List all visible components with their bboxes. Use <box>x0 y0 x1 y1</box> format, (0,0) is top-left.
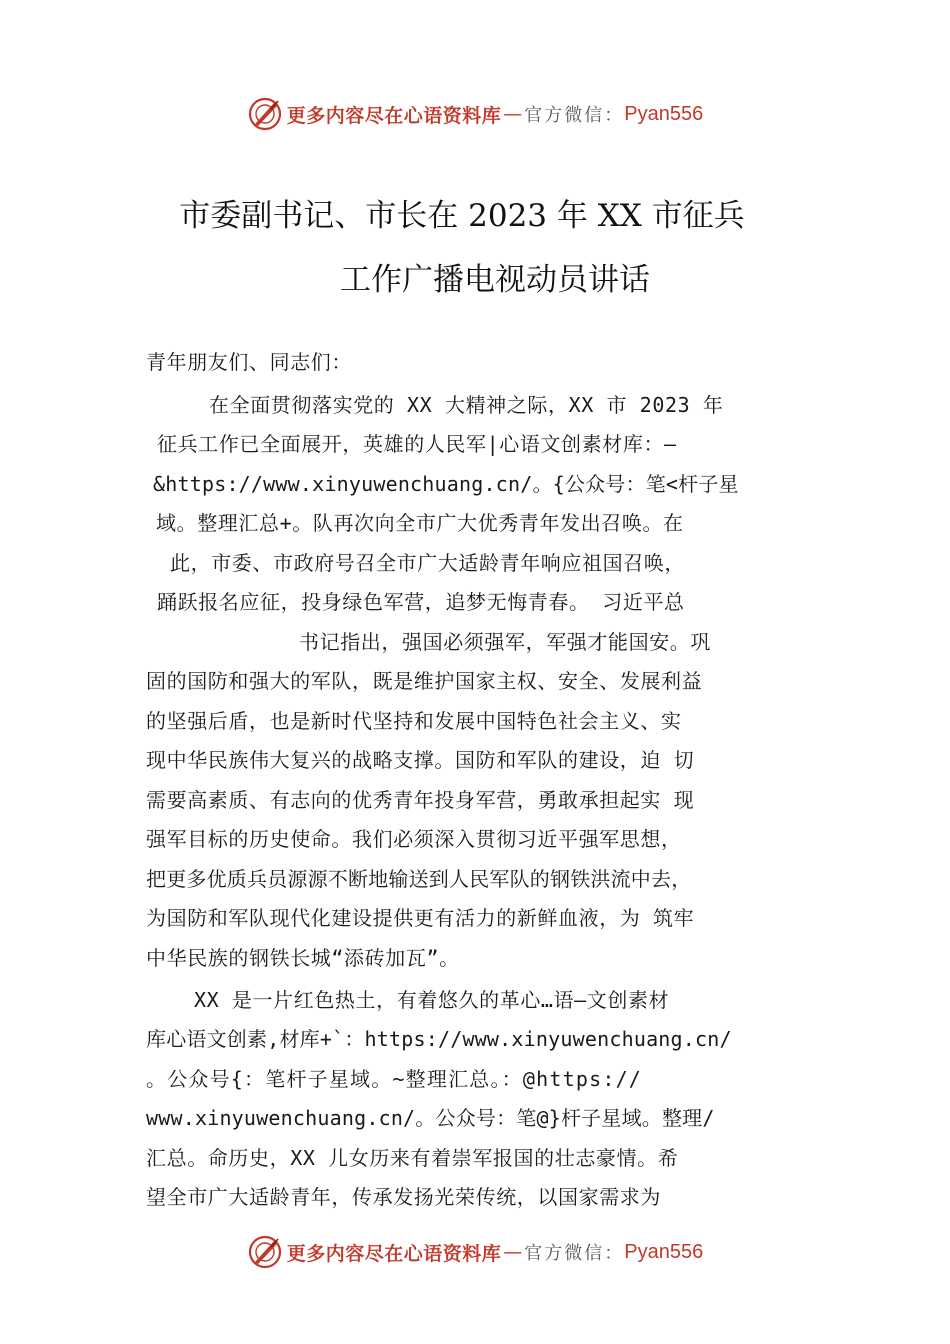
document-title-line2: 工作广播电视动员讲话 <box>340 262 650 298</box>
footer-banner <box>0 1232 950 1272</box>
body-line: 需要高素质、有志向的优秀青年投身军营，勇敢承担起实 现 <box>146 788 695 812</box>
body-line: 域。整理汇总+。队再次向全市广大优秀青年发出召唤。在 <box>156 511 684 535</box>
body-line: 此，市委、市政府号召全市广大适龄青年响应祖国召唤， <box>170 551 685 575</box>
body-line: 书记指出，强国必须强军，军强才能国安。巩 <box>299 630 711 654</box>
body-line: 把更多优质兵员源源不断地输送到人民军队的钢铁洪流中去， <box>146 867 692 891</box>
body-line: 望全市广大适龄青年，传承发扬光荣传统，以国家需求为 <box>146 1185 661 1209</box>
banner-wechat-id: Pyan556 <box>624 1240 704 1263</box>
body-line: 固的国防和强大的军队，既是维护国家主权、安全、发展利益 <box>146 669 703 693</box>
body-line: 征兵工作已全面展开，英雄的人民军|心语文创素材库：— <box>157 432 677 456</box>
banner-dash: — <box>503 1241 523 1263</box>
body-line: 踊跃报名应征，投身绿色军营，追梦无悔青春。 习近平总 <box>157 590 685 614</box>
body-line: 的坚强后盾，也是新时代坚持和发展中国特色社会主义、实 <box>146 709 682 733</box>
body-line: 在全面贯彻落实党的 XX 大精神之际，XX 市 2023 年 <box>209 393 724 417</box>
body-line: 。公众号{：笔杆子星域。~整理汇总。：@https:// <box>146 1067 643 1091</box>
banner-label: 官方微信： <box>524 1243 625 1264</box>
banner-wechat-id: Pyan556 <box>624 102 704 125</box>
body-line: 中华民族的钢铁长城“添砖加瓦”。 <box>146 946 460 970</box>
body-line: 强军目标的历史使命。我们必须深入贯彻习近平强军思想， <box>146 827 682 851</box>
banner-main-text: 更多内容尽在心语资料库 <box>286 1242 502 1265</box>
quill-logo-icon <box>247 96 283 132</box>
body-line: 库心语文创素,材库+`：https://www.xinyuwenchuang.cn/ <box>146 1027 732 1051</box>
body-line: 汇总。命历史，XX 儿女历来有着崇军报国的壮志豪情。希 <box>146 1146 679 1170</box>
banner-dash: — <box>503 103 523 125</box>
quill-logo-icon <box>247 1234 283 1270</box>
body-line: www.xinyuwenchuang.cn/。公众号：笔@}杆子星域。整理/ <box>146 1106 715 1130</box>
salutation: 青年朋友们、同志们： <box>146 350 352 374</box>
body-line: 为国防和军队现代化建设提供更有活力的新鲜血液，为 筑牢 <box>146 906 695 930</box>
body-line: &https://www.xinyuwenchuang.cn/。{公众号：笔<杆子星 <box>153 472 739 496</box>
header-banner <box>0 94 950 134</box>
banner-label: 官方微信： <box>524 105 625 126</box>
document-title-line1: 市委副书记、市长在 2023 年 XX 市征兵 <box>179 198 745 234</box>
banner-main-text: 更多内容尽在心语资料库 <box>286 104 502 127</box>
body-line: 现中华民族伟大复兴的战略支撑。国防和军队的建设，迫 切 <box>146 748 695 772</box>
body-line: XX 是一片红色热土，有着悠久的革心…语—文创素材 <box>194 988 670 1012</box>
